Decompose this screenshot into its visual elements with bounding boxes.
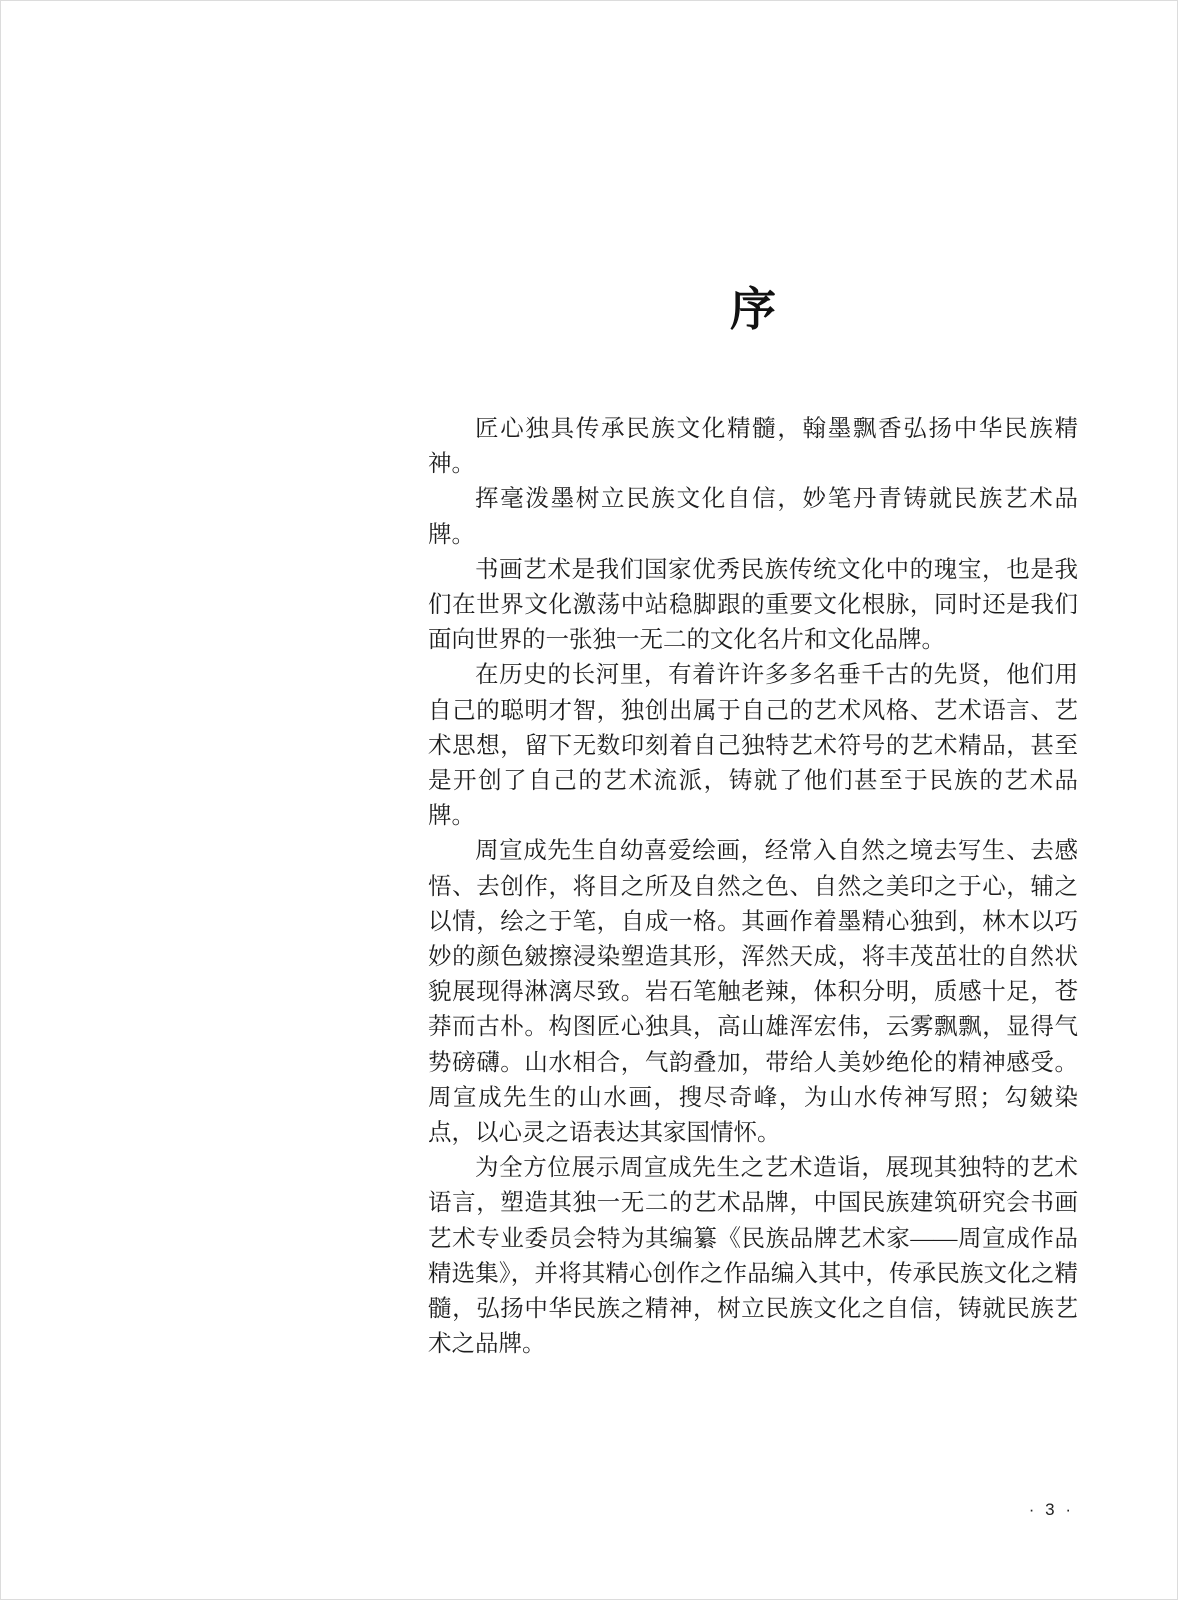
preface-paragraph-5: 周宣成先生自幼喜爱绘画，经常入自然之境去写生、去感悟、去创作，将目之所及自然之色、自然之美印之于心，辅之以情，绘之于笔，自成一格。其画作着墨精心独到，林木以巧妙的颜色皴擦浸染塑造其形，浑然天成，将丰茂茁壮的自然状貌展现得淋漓尽致。岩石笔触老辣，体积分明，质感十足，苍莽而古朴。构图匠心独具，高山雄浑宏伟，云雾飘飘，显得气势磅礴。山水相合，气韵叠加，带给人美妙绝伦的精神感受。周宣成先生的山水画，搜尽奇峰，为山水传神写照；勾皴染点，以心灵之语表达其家国情怀。 [428,838,1078,1147]
preface-paragraph-6: 为全方位展示周宣成先生之艺术造诣，展现其独特的艺术语言，塑造其独一无二的艺术品牌，中国民族建筑研究会书画艺术专业委员会特为其编纂《民族品牌艺术家——周宣成作品精选集》，并将其精心创作之作品编入其中，传承民族文化之精髓，弘扬中华民族之精神，树立民族文化之自信，铸就民族艺术之品牌。 [428,1155,1078,1358]
preface-title: 序 [730,284,776,335]
preface-paragraph-2: 挥毫泼墨树立民族文化自信，妙笔丹青铸就民族艺术品牌。 [428,486,1078,548]
preface-paragraph-1: 匠心独具传承民族文化精髓，翰墨飘香弘扬中华民族精神。 [428,416,1078,478]
preface-paragraph-3: 书画艺术是我们国家优秀民族传统文化中的瑰宝，也是我们在世界文化激荡中站稳脚跟的重要文化根脉，同时还是我们面向世界的一张独一无二的文化名片和文化品牌。 [428,556,1078,654]
preface-paragraph-4: 在历史的长河里，有着许许多多名垂千古的先贤，他们用自己的聪明才智，独创出属于自己的艺术风格、艺术语言、艺术思想，留下无数印刻着自己独特艺术符号的艺术精品，甚至是开创了自己的艺术流派，铸就了他们甚至于民族的艺术品牌。 [428,662,1078,830]
page-number: · 3 · [1028,1500,1074,1519]
preface-body [428,412,1078,1362]
